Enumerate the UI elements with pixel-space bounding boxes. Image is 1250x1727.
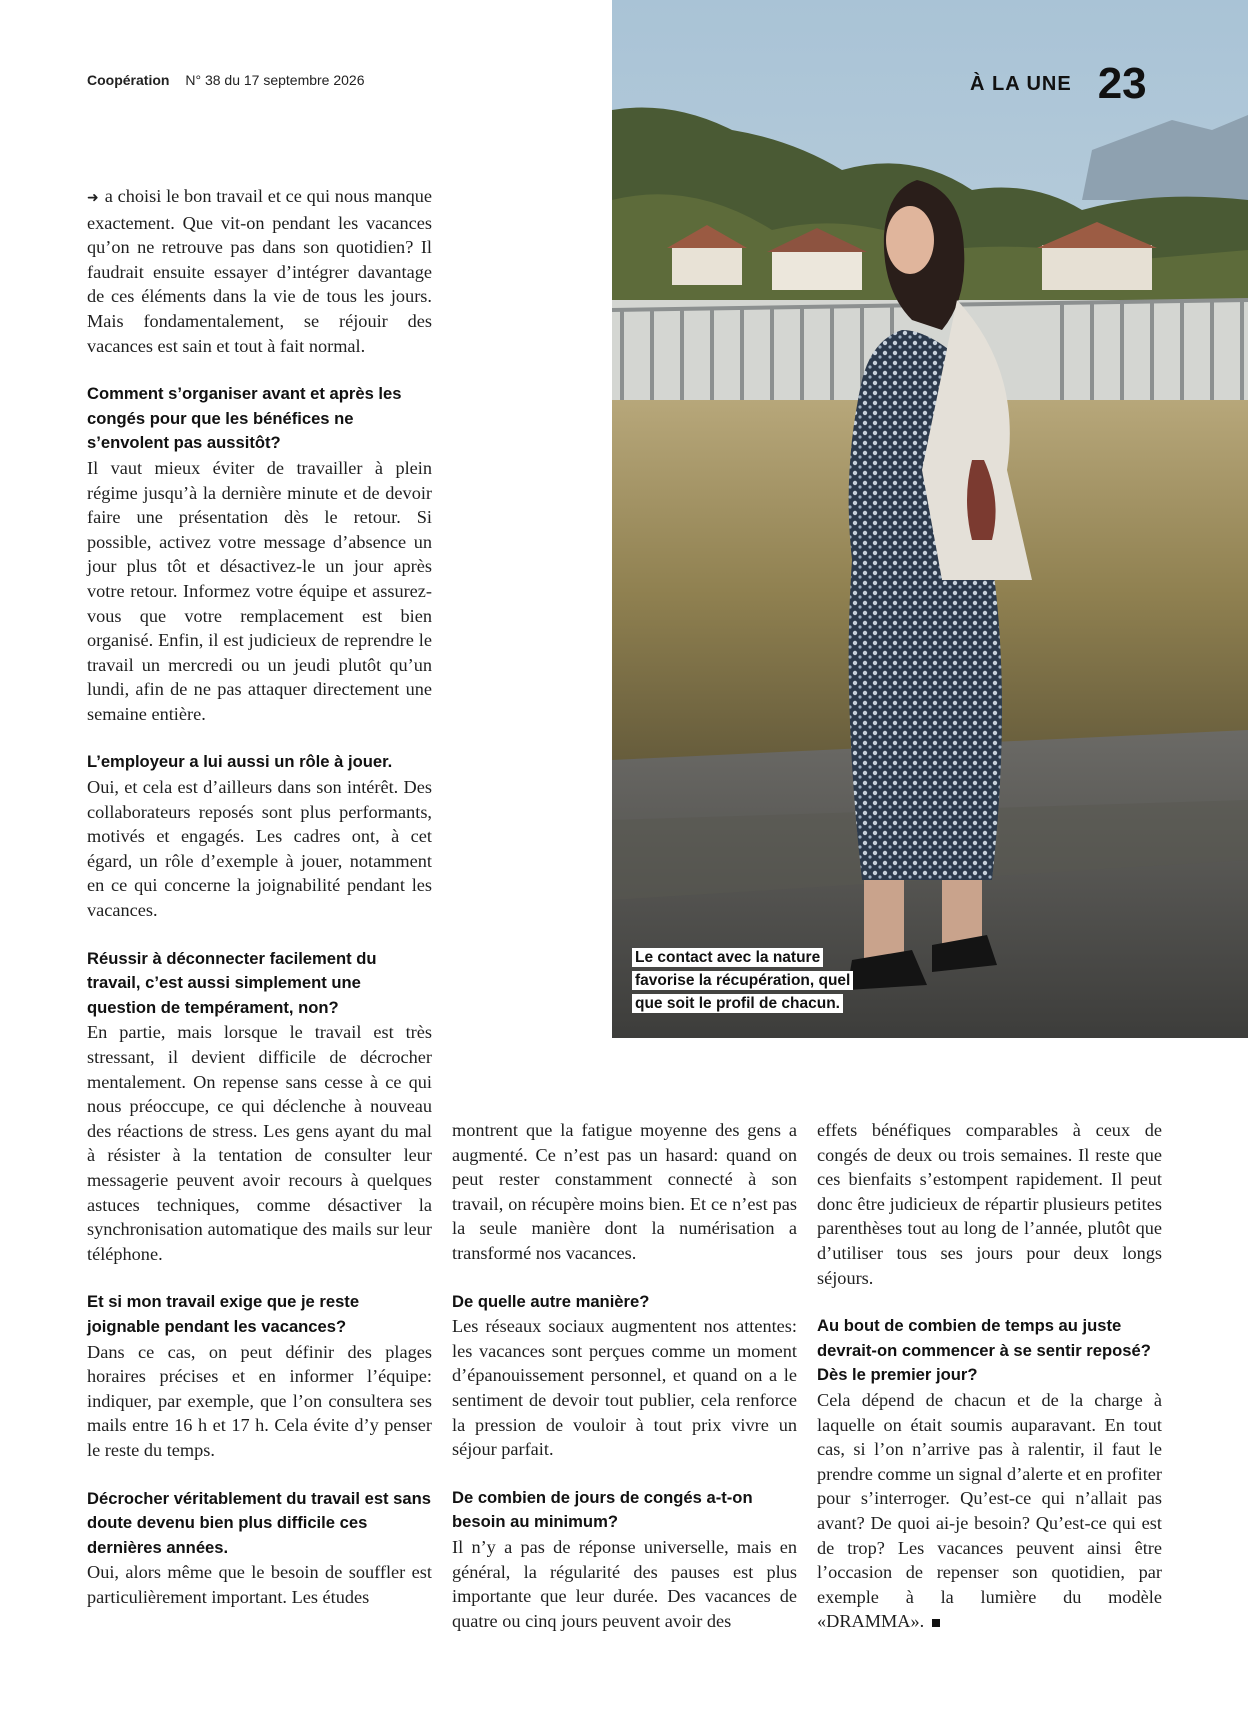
answer-paragraph: En partie, mais lorsque le travail est très stressant, il devient difficile de décrocher mentalement. On repense sans cesse à ce qui nous préoccupe, ce qui déclenche à nouveau des réactions de stress. Les gens ayant du mal à résister à la tentation de consulter leur messagerie peuvent avoir recours à quelques astuces techniques, comme désactiver la synchronisation automatique des mails sur leur téléphone. [87, 1022, 432, 1264]
answer-paragraph: Il n’y a pas de réponse universelle, mais en général, la régularité des pauses est plus importante que leur durée. Des vacances de quatre ou cinq jours peuvent avoir des [452, 1536, 797, 1631]
paragraph [87, 184, 432, 358]
question-heading: Au bout de combien de temps au juste devrait-on commencer à se sentir reposé? Dès le premier jour? [817, 1316, 1151, 1385]
end-square-icon [932, 1619, 940, 1627]
answer-text: Cela dépend de chacun et de la charge à laquelle on était soumis auparavant. En tout cas, si l’on n’arrive pas à ralentir, il faut le prendre comme un signal d’alerte et en profiter pour s’interroger. Qu’est-ce qui n’allait pas avant? De quoi ai-je besoin? Qu’est-ce qui est de trop? Les vacances peuvent ainsi être l’occasion de repenser son quotidien, par exemple à la lumière du modèle «DRAMMA». [817, 1389, 1162, 1632]
answer-paragraph: Il vaut mieux éviter de travailler à plein régime jusqu’à la dernière minute et de devoir faire une présentation dès le retour. Si possible, activez votre message d’absence un jour plus tôt et désactivez-le un jour après votre retour. Informez votre équipe et assurez-vous que votre remplacement est bien organisé. Enfin, il est judicieux de reprendre le travail un mercredi ou un jeudi plutôt qu’un lundi, afin de ne pas attaquer directement une semaine entière. [87, 457, 432, 724]
question-heading: Réussir à déconnecter facilement du travail, c’est aussi simplement une question de tempérament, non? [87, 948, 377, 1017]
question-heading: Comment s’organiser avant et après les congés pour que les bénéfices ne s’envolent pas aussitôt? [87, 384, 402, 453]
answer-paragraph: Oui, et cela est d’ailleurs dans son intérêt. Des collaborateurs reposés sont plus performants, motivés et engagés. Les cadres ont, à cet égard, un rôle d’exemple à jouer, notamment en ce qui concerne la joignabilité pendant les vacances. [87, 777, 432, 921]
paragraph: effets bénéfiques comparables à ceux de congés de deux ou trois semaines. Il reste que ces bienfaits s’estompent rapidement. Il peut donc être judicieux de répartir plusieurs petites parenthèses tout au long de l’année, plutôt que d’utiliser tous ses jours pour deux longs séjours. [817, 1120, 1162, 1288]
answer-paragraph [817, 1388, 1162, 1634]
question-heading: Et si mon travail exige que je reste joignable pendant les vacances? [87, 1292, 360, 1336]
issue-info: N° 38 du 17 septembre 2026 [185, 72, 365, 88]
article-column-1 [87, 184, 432, 1609]
photo-caption [632, 946, 872, 1015]
answer-paragraph: Les réseaux sociaux augmentent nos attentes: les vacances sont perçues comme un moment d’épanouissement personnel, et quand on a le sentiment de devoir tout publier, cela renforce la pression de vouloir à tout prix vivre un séjour parfait. [452, 1316, 797, 1460]
article-column-3 [817, 1118, 1162, 1634]
answer-paragraph: Dans ce cas, on peut définir des plages horaires précises et en informer l’équipe: indiquer, par exemple, que l’on consultera ses mails entre 16 h et 17 h. Cela évite d’y penser le reste du temps. [87, 1341, 432, 1460]
question-heading: L’employeur a lui aussi un rôle à jouer. [87, 752, 393, 772]
publication-name: Coopération [87, 72, 170, 88]
question-heading: Décrocher véritablement du travail est sans doute devenu bien plus difficile ces dernières années. [87, 1488, 432, 1557]
paragraph: montrent que la fatigue moyenne des gens a augmenté. Ce n’est pas un hasard: quand on peut rester constamment connecté à son travail, on récupère moins bien. Et ce n’est pas la seule manière dont la numérisation a transformé nos vacances. [452, 1120, 797, 1263]
section-label: À LA UNE [970, 72, 1072, 95]
section-header [970, 59, 1147, 108]
arrow-right-icon: ➜ [87, 190, 99, 206]
masthead [87, 72, 365, 88]
photo-caption-text: Le contact avec la nature favorise la récupération, quel que soit le profil de chacun. [632, 948, 853, 1013]
paragraph-text: a choisi le bon travail et ce qui nous manque exactement. Que vit-on pendant les vacances qu’on ne retrouve pas dans son quotidien? Il faudrait ensuite essayer d’intégrer davantage de ces éléments dans la vie de tous les jours. Mais fondamentalement, se réjouir des vacances est sain et tout à fait normal. [87, 186, 432, 356]
photo-woman-on-rooftop [612, 0, 1248, 1038]
question-heading: De quelle autre manière? [452, 1291, 650, 1311]
article-photo [612, 0, 1248, 1038]
page-number: 23 [1097, 59, 1147, 108]
question-heading: De combien de jours de congés a-t-on besoin au minimum? [452, 1487, 753, 1532]
answer-paragraph: Oui, alors même que le besoin de souffler est particulièrement important. Les études [87, 1562, 432, 1607]
article-column-2 [452, 1118, 797, 1633]
